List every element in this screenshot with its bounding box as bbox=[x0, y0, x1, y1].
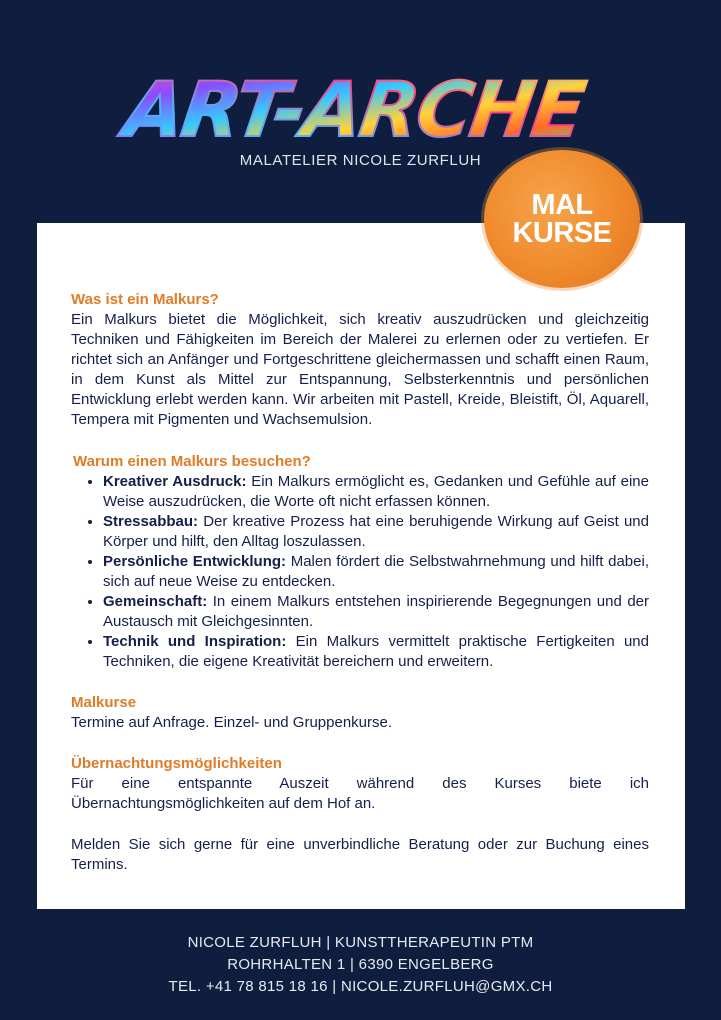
benefits-list bbox=[71, 472, 649, 672]
list-item bbox=[103, 472, 649, 512]
list-item bbox=[103, 552, 649, 592]
list-item-text: In einem Malkurs entstehen inspirierende Begegnungen und der Austausch mit Gleichgesinnten. bbox=[103, 593, 649, 630]
why-heading: Warum einen Malkurs besuchen? bbox=[73, 453, 311, 470]
list-item bbox=[103, 512, 649, 552]
stay-heading: Übernachtungsmöglichkeiten bbox=[71, 755, 282, 772]
courses-text: Termine auf Anfrage. Einzel- und Gruppenkurse. bbox=[71, 714, 393, 731]
list-item-text: Der kreative Prozess hat eine beruhigende Wirkung auf Geist und Körper und hilft, den Alltag loszulassen. bbox=[103, 513, 649, 550]
list-item-text: Ein Malkurs ermöglicht es, Gedanken und Gefühle auf eine Weise auszudrücken, die Worte oft nicht erfassen können. bbox=[103, 473, 649, 510]
main-content bbox=[71, 290, 649, 875]
list-item-text: Ein Malkurs vermittelt praktische Fertigkeiten und Techniken, die eigene Kreativität bereichern und erweitern. bbox=[103, 633, 649, 670]
list-item-label: Kreativer Ausdruck: bbox=[103, 473, 247, 490]
intro-heading: Was ist ein Malkurs? bbox=[71, 291, 219, 308]
footer-line-name: NICOLE ZURFLUH | KUNSTTHERAPEUTIN PTM bbox=[187, 934, 534, 951]
malkurse-badge bbox=[484, 150, 640, 288]
list-item bbox=[103, 592, 649, 632]
badge-line-2: KURSE bbox=[512, 217, 612, 249]
list-item-label: Technik und Inspiration: bbox=[103, 633, 287, 650]
footer-line-contact: TEL. +41 78 815 18 16 | NICOLE.ZURFLUH@GMX.CH bbox=[168, 978, 553, 995]
intro-text: Ein Malkurs bietet die Möglichkeit, sich kreativ auszudrücken und gleichzeitig Techniken und Fähigkeiten im Bereich der Malerei zu erlernen oder zu vertiefen. Er richtet sich an Anfänger und Fortgeschrittene gleichermassen und schafft einen Raum, in dem Kunst als Mittel zur Entspannung, Selbsterkenntnis und persönlichen Entwicklung erlebt werden kann. Wir arbeiten mit Pastell, Kreide, Bleistift, Öl, Aquarell, Tempera mit Pigmenten und Wachsemulsion. bbox=[71, 311, 649, 428]
list-item-label: Persönliche Entwicklung: bbox=[103, 553, 287, 570]
footer-line-address: ROHRHALTEN 1 | 6390 ENGELBERG bbox=[227, 956, 494, 973]
courses-heading: Malkurse bbox=[71, 694, 137, 711]
stay-text: Für eine entspannte Auszeit während des Kurses biete ich Übernachtungsmöglichkeiten auf dem Hof an. bbox=[71, 775, 649, 812]
list-item-label: Gemeinschaft: bbox=[103, 593, 208, 610]
closing-text: Melden Sie sich gerne für eine unverbindliche Beratung oder zur Buchung eines Termins. bbox=[71, 836, 649, 873]
list-item-label: Stressabbau: bbox=[103, 513, 199, 530]
badge-line-1: MAL bbox=[531, 189, 593, 221]
list-item-text: Malen fördert die Selbstwahrnehmung und hilft dabei, sich auf neue Weise zu entdecken. bbox=[103, 553, 649, 590]
logo-subtitle: MALATELIER NICOLE ZURFLUH bbox=[239, 152, 482, 169]
art-arche-logo bbox=[0, 60, 721, 160]
logo-wordmark: ART-ARCHE bbox=[119, 66, 589, 155]
contact-footer bbox=[0, 932, 721, 998]
list-item bbox=[103, 632, 649, 672]
